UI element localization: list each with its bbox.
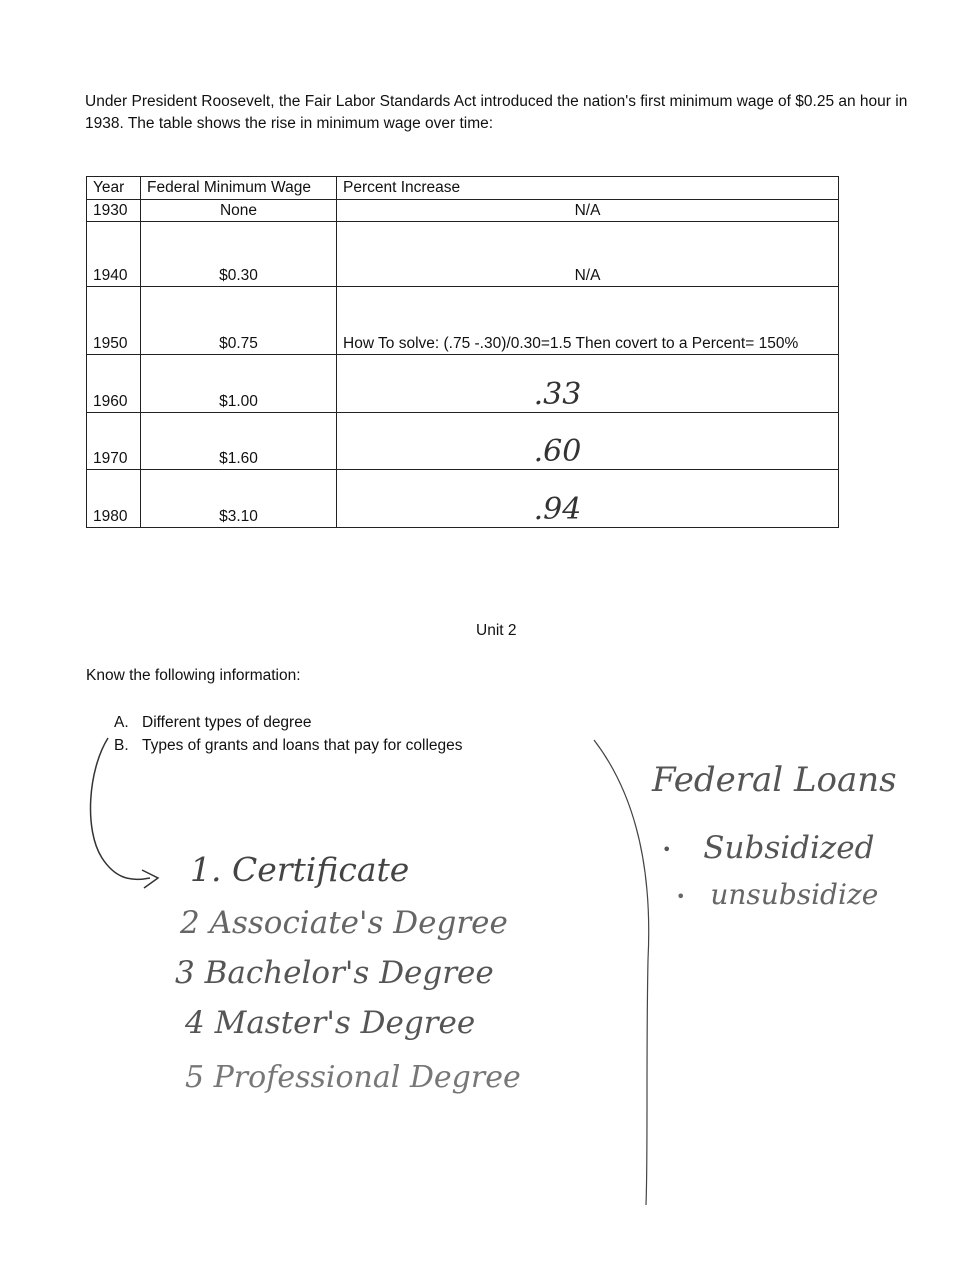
list-item-text: Types of grants and loans that pay for colleges (142, 737, 463, 754)
unit-heading: Unit 2 (476, 622, 517, 639)
handwritten-answer: .33 (533, 377, 582, 412)
handwritten-degree: 4 Master's Degree (185, 1005, 476, 1041)
header-percent: Percent Increase (337, 177, 839, 200)
cell-wage: $0.75 (141, 287, 337, 355)
handwritten-loan-item (662, 830, 874, 866)
handwritten-loan-item (676, 878, 878, 911)
cell-year: 1980 (87, 470, 141, 528)
cell-wage: $1.00 (141, 355, 337, 413)
intro-paragraph: Under President Roosevelt, the Fair Labor Standards Act introduced the nation's first minimum wage of $0.25 an hour in 1938. The table shows the rise in minimum wage over time: (85, 93, 908, 132)
bullet-dot: • (676, 887, 686, 906)
divider-line (594, 740, 649, 1205)
cell-year: 1970 (87, 413, 141, 470)
handwritten-answer: .60 (533, 434, 582, 469)
list-item-text: Different types of degree (142, 714, 312, 731)
cell-wage: None (141, 200, 337, 222)
know-instruction: Know the following information: (86, 667, 301, 684)
handwritten-answer: .94 (533, 492, 582, 527)
cell-percent: N/A (337, 200, 839, 222)
handwritten-degree: 5 Professional Degree (185, 1060, 521, 1095)
cell-wage: $1.60 (141, 413, 337, 470)
cell-percent: How To solve: (.75 -.30)/0.30=1.5 Then covert to a Percent= 150% (337, 287, 839, 355)
bracket-curve (91, 738, 150, 879)
handwritten-degree: 2 Associate's Degree (180, 905, 508, 941)
cell-year: 1960 (87, 355, 141, 413)
cell-wage: $0.30 (141, 222, 337, 287)
cell-year: 1950 (87, 287, 141, 355)
list-marker: A. (114, 714, 129, 731)
cell-wage: $3.10 (141, 470, 337, 528)
cell-year: 1940 (87, 222, 141, 287)
handwritten-degree: 3 Bachelor's Degree (175, 955, 494, 991)
handwritten-degree: 1. Certificate (190, 850, 410, 889)
list-marker: B. (114, 737, 129, 754)
header-wage: Federal Minimum Wage (141, 177, 337, 200)
cell-percent: N/A (337, 222, 839, 287)
bullet-dot: • (662, 840, 672, 859)
handwritten-loan-text: Subsidized (703, 830, 875, 866)
cell-year: 1930 (87, 200, 141, 222)
handwritten-loan-text: unsubsidize (710, 878, 879, 911)
handwritten-loans-title: Federal Loans (652, 760, 897, 800)
header-year: Year (87, 177, 141, 200)
